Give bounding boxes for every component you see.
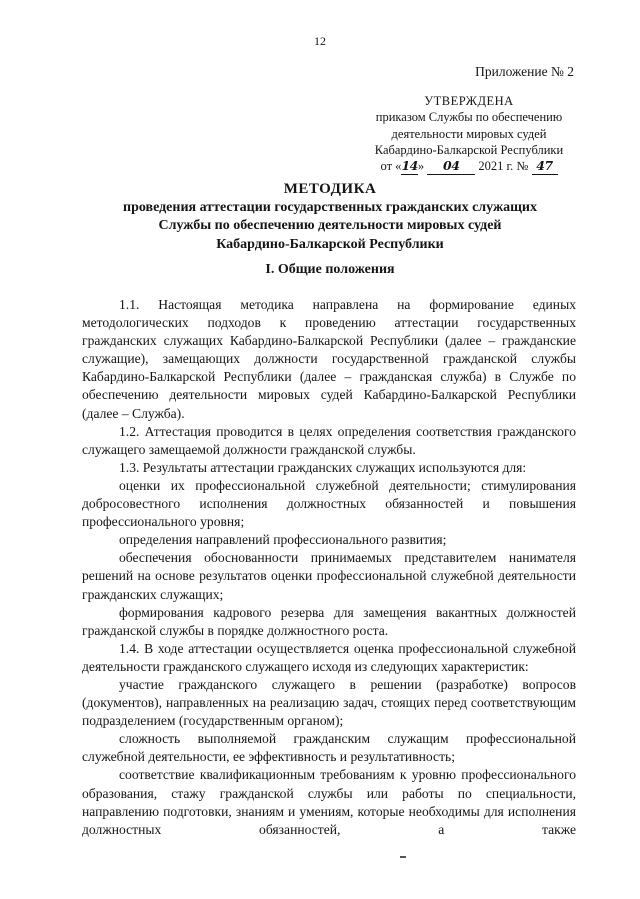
approval-date-line [356,158,582,175]
list-item: обеспечения обоснованности принимаемых представителем нанимателя решений на основе результатов оценки профессиональной служебной деятельности гражданских служащих; [82,550,576,602]
list-item: формирования кадрового резерва для замещения вакантных должностей гражданской службы в порядке должностного роста. [82,604,576,638]
approval-stamp [356,93,582,175]
approval-line-2: деятельности мировых судей [391,126,547,141]
paragraph-1-2: 1.2. Аттестация проводится в целях определения соответствия гражданского служащего замещаемой должности гражданской службы. [82,423,576,457]
title-main: МЕТОДИКА [283,181,377,197]
paragraph-1-4: 1.4. В ходе аттестации осуществляется оценка профессиональной служебной деятельности гражданского служащего исходя из следующих характеристик: [82,640,576,674]
date-month: 04 [427,158,475,175]
paragraph-1-1: 1.1. Настоящая методика направлена на формирование единых методологических подходов к проведению аттестации государственных гражданских служащих Кабардино-Балкарской Республики (далее – гражданские служащие), замещающих должности государственной гражданской службы Кабардино-Балкарской Республики (далее – гражданская служба) в Службе по обеспечению деятельности мировых судей Кабардино-Балкарской Республики (далее – Служба). [82,297,576,421]
appendix-label: Приложение № 2 [475,64,574,79]
title-line-3: Кабардино-Балкарской Республики [216,236,444,252]
list-item: оценки их профессиональной служебной деятельности; стимулирования добросовестного исполнения должностных обязанностей и повышения профессионального уровня; [82,477,576,530]
date-prefix: от « [380,159,402,174]
date-day: 14 [401,158,417,175]
list-item: участие гражданского служащего в решении (разработке) вопросов (документов), направленных на реализацию задач, стоящих перед соответствующим подразделением (государственным органом); [82,676,576,729]
document-title [70,180,590,254]
list-item: соответствие квалификационным требованиям к уровню профессионального образования, стажу гражданской службы или работы по специальности, направлению подготовки, знаниям и умениям, которые необходимы для исполнения должностных обязанностей, а также [82,767,576,837]
list-item: определения направлений профессионального развития; [119,532,447,548]
body-text [82,296,576,839]
approval-line-3: Кабардино-Балкарской Республики [374,142,564,157]
approval-heading: УТВЕРЖДЕНА [424,94,514,108]
order-number: 47 [532,158,558,175]
scan-mark [400,856,406,858]
title-line-1: проведения аттестации государственных гражданских служащих [123,199,537,215]
date-mid: » [417,159,428,174]
paragraph-1-3: 1.3. Результаты аттестации гражданских служащих используются для: [119,459,527,475]
date-year: 2021 г. № [475,159,532,174]
section-heading: I. Общие положения [265,262,395,277]
list-item: сложность выполняемой гражданским служащим профессиональной служебной деятельности, ее эффективность и результативность; [82,731,576,765]
page-number: 12 [314,34,326,48]
approval-line-1: приказом Службы по обеспечению [375,110,563,125]
title-line-2: Службы по обеспечению деятельности мировых судей [158,218,502,233]
